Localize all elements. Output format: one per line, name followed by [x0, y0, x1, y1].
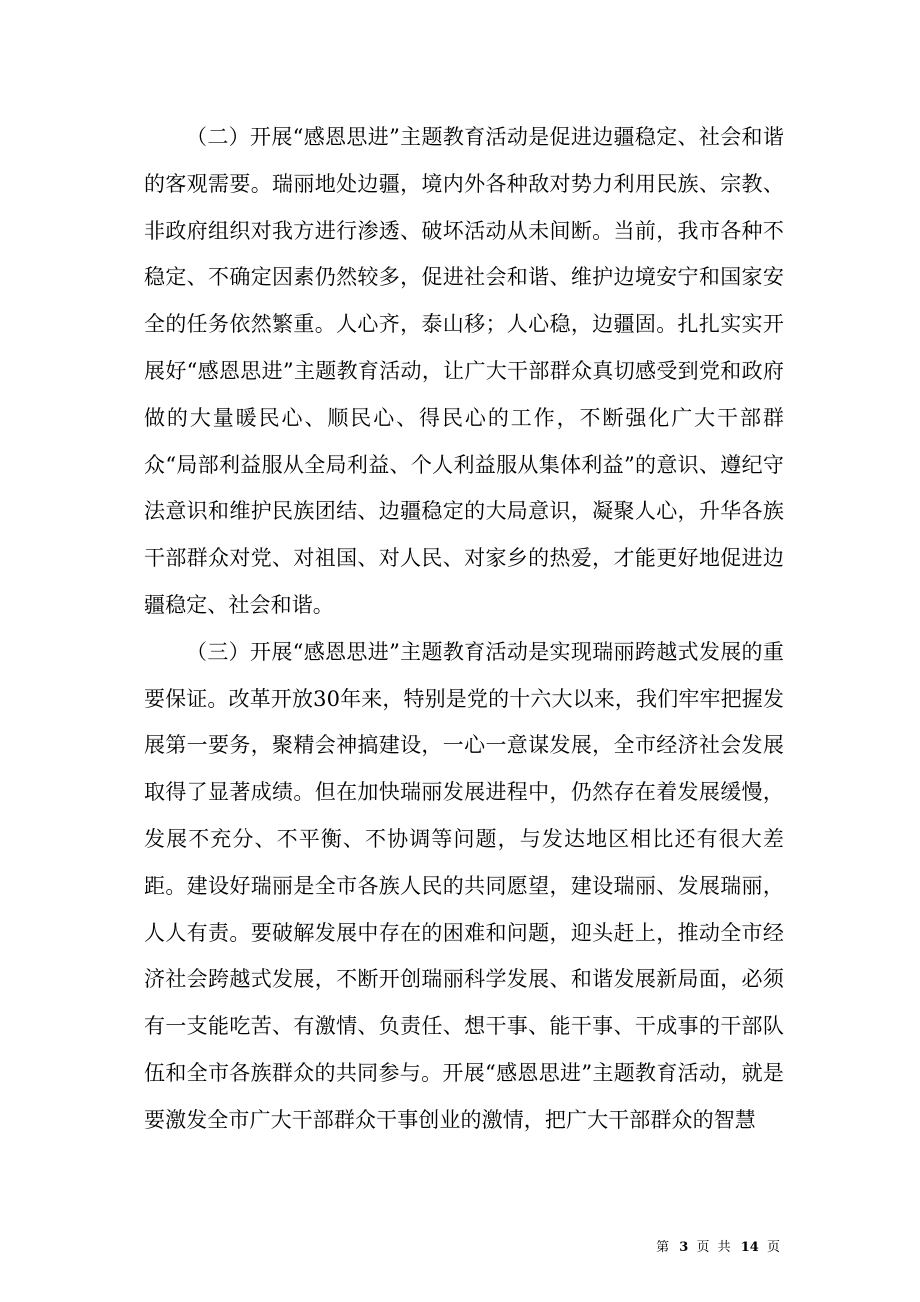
page-footer [0, 1236, 782, 1255]
total-page-count: 14 [740, 1240, 759, 1255]
paragraph-section-three: （三）开展“感恩思进”主题教育活动是实现瑞丽跨越式发展的重要保证。改革开放30年来，特别是党的十六大以来，我们牢牢把握发展第一要务，聚精会神搞建设，一心一意谋发展，全市经济社会发展取得了显著成绩。但在加快瑞丽发展进程中，仍然存在着发展缓慢，发展不充分、不平衡、不协调等问题，与发达地区相比还有很大差距。建设好瑞丽是全市各族人民的共同愿望，建设瑞丽、发展瑞丽，人人有责。要破解发展中存在的困难和问题，迎头赶上，推动全市经济社会跨越式发展，不断开创瑞丽科学发展、和谐发展新局面，必须有一支能吃苦、有激情、负责任、想干事、能干事、干成事的干部队伍和全市各族群众的共同参与。开展“感恩思进”主题教育活动，就是要激发全市广大干部群众干事创业的激情，把广大干部群众的智慧 [144, 639, 784, 1132]
footer-middle: 页 共 [696, 1240, 733, 1255]
document-body [144, 114, 784, 1144]
footer-suffix: 页 [766, 1240, 782, 1255]
paragraph-section-two: （二）开展“感恩思进”主题教育活动是促进边疆稳定、社会和谐的客观需要。瑞丽地处边疆，境内外各种敌对势力利用民族、宗教、非政府组织对我方进行渗透、破坏活动从未间断。当前，我市各种不稳定、不确定因素仍然较多，促进社会和谐、维护边境安宁和国家安全的任务依然繁重。人心齐，泰山移；人心稳，边疆固。扎扎实实开展好“感恩思进”主题教育活动，让广大干部群众真切感受到党和政府做的大量暖民心、顺民心、得民心的工作，不断强化广大干部群众“局部利益服从全局利益、个人利益服从集体利益”的意识、遵纪守法意识和维护民族团结、边疆稳定的大局意识，凝聚人心，升华各族干部群众对党、对祖国、对人民、对家乡的热爱，才能更好地促进边疆稳定、社会和谐。 [144, 125, 784, 617]
footer-prefix: 第 [656, 1240, 672, 1255]
current-page-number: 3 [679, 1240, 689, 1255]
